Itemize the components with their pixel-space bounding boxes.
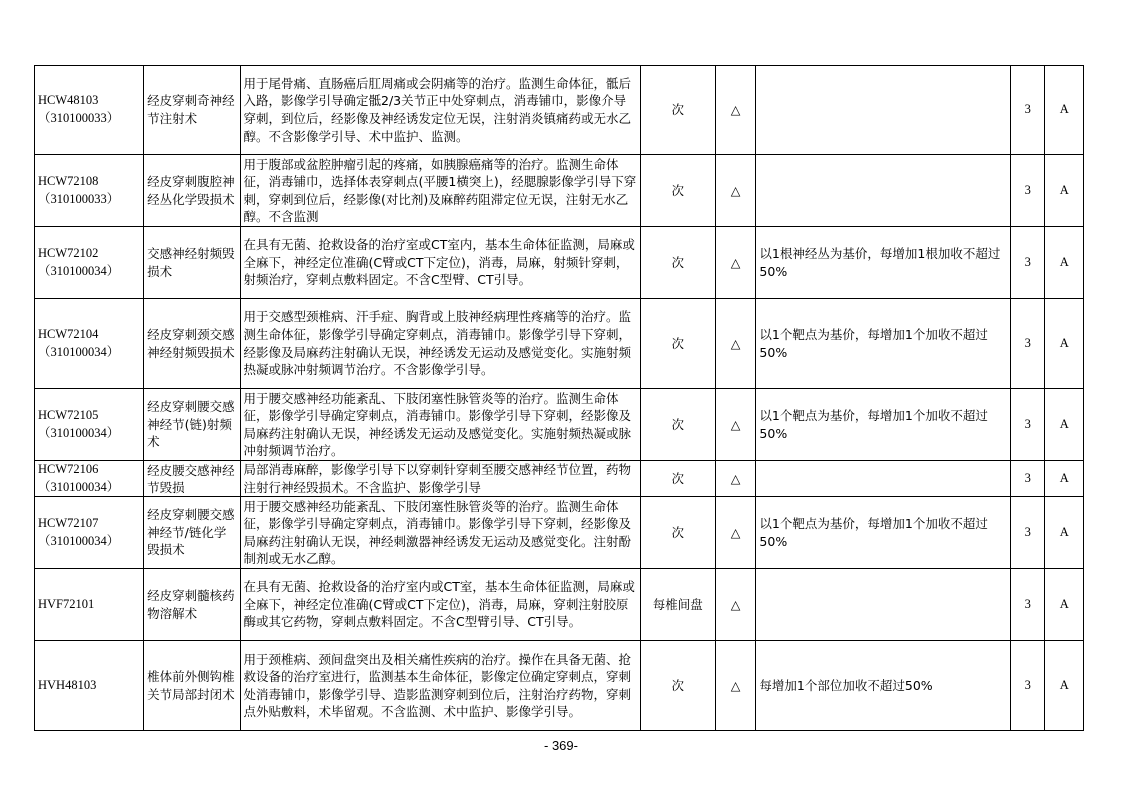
item-flag: △ <box>715 227 756 299</box>
table-row <box>35 227 1084 299</box>
item-grade: A <box>1045 155 1084 227</box>
item-name: 椎体前外侧钩椎关节局部封闭术 <box>144 641 240 731</box>
item-grade: A <box>1045 569 1084 641</box>
item-name: 经皮穿刺腰交感神经节(链)射频术 <box>144 389 240 461</box>
item-note <box>756 155 1011 227</box>
page-number: - 369- <box>544 738 578 753</box>
item-flag: △ <box>715 497 756 569</box>
table-row <box>35 461 1084 497</box>
item-flag: △ <box>715 155 756 227</box>
item-unit: 次 <box>640 389 715 461</box>
item-unit: 次 <box>640 227 715 299</box>
table-row <box>35 66 1084 155</box>
item-note: 以1个靶点为基价，每增加1个加收不超过50% <box>756 389 1011 461</box>
item-note <box>756 461 1011 497</box>
item-number: 3 <box>1011 227 1045 299</box>
item-number: 3 <box>1011 299 1045 389</box>
item-unit: 次 <box>640 461 715 497</box>
item-flag: △ <box>715 641 756 731</box>
item-name: 交感神经射频毁损术 <box>144 227 240 299</box>
item-code: HCW72104 （310100034） <box>35 299 144 389</box>
item-number: 3 <box>1011 461 1045 497</box>
item-code: HCW72105 （310100034） <box>35 389 144 461</box>
item-grade: A <box>1045 66 1084 155</box>
item-grade: A <box>1045 227 1084 299</box>
item-grade: A <box>1045 497 1084 569</box>
item-description: 用于尾骨痛、直肠癌后肛周痛或会阴痛等的治疗。监测生命体征，骶后入路，影像学引导确定骶2/3关节正中处穿刺点，消毒铺巾，影像介导穿刺，到位后，经影像及神经诱发定位无误，注射消炎镇痛药或无水乙醇。不含影像学引导、术中监护、监测。 <box>240 66 640 155</box>
item-unit: 每椎间盘 <box>640 569 715 641</box>
item-code: HCW72102 （310100034） <box>35 227 144 299</box>
item-note: 以1个靶点为基价，每增加1个加收不超过50% <box>756 497 1011 569</box>
price-table <box>34 65 1084 731</box>
item-description: 局部消毒麻醉，影像学引导下以穿刺针穿刺至腰交感神经节位置，药物注射行神经毁损术。不含监护、影像学引导 <box>240 461 640 497</box>
item-code: HCW72108 （310100033） <box>35 155 144 227</box>
item-note: 每增加1个部位加收不超过50% <box>756 641 1011 731</box>
item-code: HVH48103 <box>35 641 144 731</box>
item-number: 3 <box>1011 155 1045 227</box>
item-unit: 次 <box>640 66 715 155</box>
item-flag: △ <box>715 66 756 155</box>
item-code: HCW72107 （310100034） <box>35 497 144 569</box>
item-name: 经皮腰交感神经节毁损 <box>144 461 240 497</box>
item-flag: △ <box>715 461 756 497</box>
item-number: 3 <box>1011 641 1045 731</box>
item-flag: △ <box>715 569 756 641</box>
item-number: 3 <box>1011 389 1045 461</box>
item-unit: 次 <box>640 641 715 731</box>
item-code: HCW48103 （310100033） <box>35 66 144 155</box>
item-number: 3 <box>1011 497 1045 569</box>
item-description: 用于腹部或盆腔肿瘤引起的疼痛，如胰腺癌痛等的治疗。监测生命体征，消毒铺巾，选择体表穿刺点(平腰1横突上)，经腮腺影像学引导下穿刺，穿刺到位后，经影像(对比剂)及麻醉药阻滞定位无误，注射无水乙醇。不含监测 <box>240 155 640 227</box>
item-description: 用于腰交感神经功能紊乱、下肢闭塞性脉管炎等的治疗。监测生命体征，影像学引导确定穿刺点，消毒铺巾。影像学引导下穿刺，经影像及局麻药注射确认无误，神经诱发无运动及感觉变化。实施射频热凝或脉冲射频调节治疗。 <box>240 389 640 461</box>
table-row <box>35 389 1084 461</box>
item-grade: A <box>1045 389 1084 461</box>
item-grade: A <box>1045 641 1084 731</box>
item-note: 以1个靶点为基价，每增加1个加收不超过50% <box>756 299 1011 389</box>
item-unit: 次 <box>640 497 715 569</box>
item-unit: 次 <box>640 155 715 227</box>
table-row <box>35 299 1084 389</box>
item-description: 用于颈椎病、颈间盘突出及相关痛性疾病的治疗。操作在具备无菌、抢救设备的治疗室进行，监测基本生命体征，影像定位确定穿刺点，穿刺处消毒铺巾，影像学引导、造影监测穿刺到位后，注射治疗药物，穿刺点外贴敷料，术毕留观。不含监测、术中监护、影像学引导。 <box>240 641 640 731</box>
item-note <box>756 66 1011 155</box>
item-note <box>756 569 1011 641</box>
item-description: 用于腰交感神经功能紊乱、下肢闭塞性脉管炎等的治疗。监测生命体征，影像学引导确定穿刺点，消毒铺巾。影像学引导下穿刺，经影像及局麻药注射确认无误，神经刺激器神经诱发无运动及感觉变化。注射酚制剂或无水乙醇。 <box>240 497 640 569</box>
table-row <box>35 497 1084 569</box>
table-row <box>35 569 1084 641</box>
item-unit: 次 <box>640 299 715 389</box>
item-name: 经皮穿刺腰交感神经节/链化学毁损术 <box>144 497 240 569</box>
item-code: HVF72101 <box>35 569 144 641</box>
item-grade: A <box>1045 461 1084 497</box>
item-number: 3 <box>1011 66 1045 155</box>
item-name: 经皮穿刺颈交感神经射频毁损术 <box>144 299 240 389</box>
item-note: 以1根神经丛为基价，每增加1根加收不超过50% <box>756 227 1011 299</box>
item-grade: A <box>1045 299 1084 389</box>
table-row <box>35 641 1084 731</box>
item-number: 3 <box>1011 569 1045 641</box>
item-name: 经皮穿刺髓核药物溶解术 <box>144 569 240 641</box>
item-description: 在具有无菌、抢救设备的治疗室内或CT室，基本生命体征监测，局麻或全麻下，神经定位准确(C臂或CT下定位)，消毒，局麻，穿刺注射胶原酶或其它药物，穿刺点敷料固定。不含C型臂引导、CT引导。 <box>240 569 640 641</box>
item-flag: △ <box>715 389 756 461</box>
item-name: 经皮穿刺腹腔神经丛化学毁损术 <box>144 155 240 227</box>
table-row <box>35 155 1084 227</box>
item-name: 经皮穿刺奇神经节注射术 <box>144 66 240 155</box>
item-code: HCW72106 （310100034） <box>35 461 144 497</box>
item-description: 用于交感型颈椎病、汗手症、胸背或上肢神经病理性疼痛等的治疗。监测生命体征，影像学引导确定穿刺点，消毒铺巾。影像学引导下穿刺，经影像及局麻药注射确认无误，神经诱发无运动及感觉变化。实施射频热凝或脉冲射频调节治疗。不含影像学引导。 <box>240 299 640 389</box>
item-flag: △ <box>715 299 756 389</box>
item-description: 在具有无菌、抢救设备的治疗室或CT室内，基本生命体征监测，局麻或全麻下，神经定位准确(C臂或CT下定位)，消毒，局麻，射频针穿刺，射频治疗，穿刺点敷料固定。不含C型臂、CT引导。 <box>240 227 640 299</box>
